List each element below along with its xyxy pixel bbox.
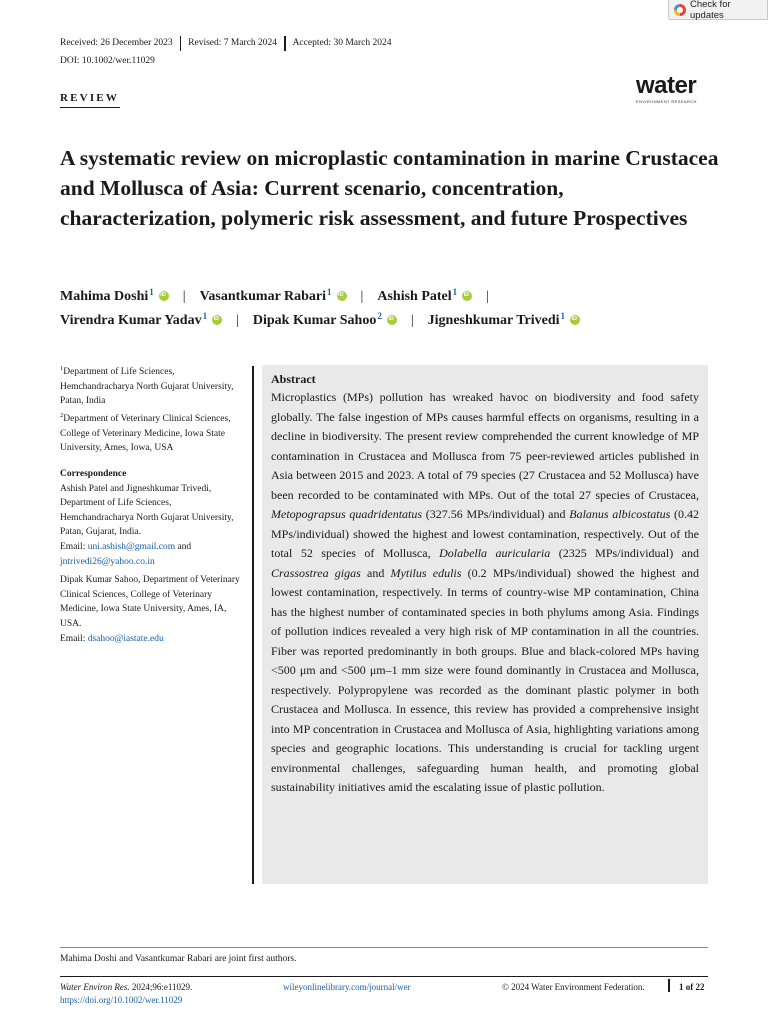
footnote: Mahima Doshi and Vasantkumar Rabari are joint first authors.: [60, 954, 297, 964]
species-name: Mytilus edulis: [390, 565, 462, 580]
orcid-icon[interactable]: [212, 315, 222, 325]
author-separator: |: [410, 313, 414, 328]
logo-subtitle: ENVIRONMENT RESEARCH: [636, 99, 697, 104]
doi-link[interactable]: https://doi.org/10.1002/wer.11029: [60, 995, 183, 1005]
citation: 2024;96:e11029.: [129, 982, 193, 992]
affiliation-marker: 1: [60, 365, 64, 372]
author-affiliation-marker: 2: [377, 311, 382, 321]
journal-logo: [636, 74, 712, 104]
authors-row-2: [60, 313, 580, 329]
author-affiliation-marker: 1: [452, 287, 458, 297]
author-name[interactable]: Dipak Kumar Sahoo: [252, 313, 377, 328]
email-link[interactable]: uni.ashish@gmail.com: [87, 541, 176, 552]
journal-site-link[interactable]: wileyonlinelibrary.com/journal/wer: [283, 982, 411, 992]
author-name[interactable]: Mahima Doshi: [60, 289, 149, 304]
author-separator: |: [486, 289, 489, 304]
article-dates: [60, 38, 399, 51]
section-underline: [60, 107, 120, 108]
email-label: Email:: [60, 633, 88, 644]
logo-word: water: [636, 72, 697, 99]
species-name: Crassostrea gigas: [271, 565, 361, 580]
abstract-segment: (327.56 MPs/individual) and: [422, 507, 570, 521]
author-separator: |: [360, 289, 364, 304]
email-label: Email:: [60, 541, 88, 552]
journal-abbrev: Water Environ Res.: [60, 982, 130, 992]
article-title: A systematic review on microplastic contamination in marine Crustacea and Mollusca of Asia: Current scenario, concentration, characterization, polymeric risk assessment, and future Prospectives: [60, 146, 719, 230]
species-name: Metopograpsus quadridentatus: [271, 507, 423, 521]
affiliation-2: [60, 409, 242, 456]
species-name: Balanus albicostatus: [569, 507, 671, 521]
abstract-text: [271, 388, 699, 798]
conjunction: and: [175, 541, 192, 552]
copyright: © 2024 Water Environment Federation.: [502, 982, 645, 992]
abstract-box: [262, 365, 708, 884]
author-name[interactable]: Vasantkumar Rabari: [199, 289, 327, 304]
check-for-updates-button[interactable]: [668, 0, 768, 20]
footnote-rule: [60, 947, 708, 948]
affiliation-text: Department of Veterinary Clinical Sciences, College of Veterinary Medicine, Iowa State University, Ames, Iowa, USA: [60, 414, 231, 454]
author-affiliation-marker: 1: [327, 287, 332, 297]
abstract-segment: (0.2 MPs/individual) showed the highest and lowest contamination, respectively. In terms of country-wise MP contamination, China has the highest number of contaminated species in both phylums among Asia. Findings of pollution indices revealed a very high risk of MP contamination in all the countries. Fiber was reported predominantly in both groups. Blue and black-colored MPs having <500 μm and <500 μm–1 mm size were found dominantly in Crustacea and Mollusca, respectively. Polypropylene was recorded as the dominant plastic polymer in both Crustacea and Mollusca. In essence, this review has provided a comprehensive insight into MP concentration in Crustacea and Mollusca of Asia, highlighting variations among species and geographic locations. This understanding is crucial for tackling urgent environmental challenges, safeguarding human health, and promoting global sustainability initiatives amid the escalating issue of plastic pollution.: [271, 565, 699, 794]
author-separator: |: [182, 289, 186, 304]
page-number: 1 of 22: [679, 982, 705, 992]
correspondence-text: Ashish Patel and Jigneshkumar Trivedi, Department of Life Sciences, Hemchandracharya North Gujarat University, Patan, Gujarat, India.: [60, 483, 234, 538]
authors-row-1: [60, 289, 503, 305]
doi: DOI: 10.1002/wer.11029: [60, 56, 155, 66]
abstract-segment: and: [360, 565, 391, 580]
orcid-icon[interactable]: [462, 291, 472, 301]
footer-divider: [668, 979, 670, 992]
author-affiliation-marker: 1: [560, 311, 566, 321]
abstract-segment: (2325 MPs/individual) and: [550, 546, 699, 560]
check-for-updates-label: Check for updates: [689, 0, 731, 21]
correspondence-2: [60, 573, 242, 646]
author-separator: |: [236, 313, 239, 328]
correspondence-text: Dipak Kumar Sahoo, Department of Veterinary Clinical Sciences, College of Veterinary Medicine, Iowa State University, Ames, IA, USA.: [60, 575, 240, 629]
orcid-icon[interactable]: [387, 315, 397, 325]
correspondence-1: [60, 482, 242, 570]
author-name[interactable]: Jigneshkumar Trivedi: [427, 313, 560, 328]
author-name[interactable]: Ashish Patel: [377, 289, 452, 304]
email-link[interactable]: jntrivedi26@yahoo.co.in: [60, 556, 155, 567]
abstract-heading: Abstract: [271, 372, 316, 386]
accepted-date: Accepted: 30 March 2024: [292, 38, 392, 48]
orcid-icon[interactable]: [159, 291, 169, 301]
correspondence-heading: Correspondence: [60, 469, 127, 479]
author-affiliation-marker: 1: [202, 311, 208, 321]
footer-rule: [60, 976, 708, 977]
footer-citation: [60, 981, 192, 1007]
orcid-icon[interactable]: [570, 315, 580, 325]
author-name[interactable]: Virendra Kumar Yadav: [60, 313, 202, 328]
crossmark-icon: [674, 4, 686, 16]
abstract-segment: Microplastics (MPs) pollution has wreaked havoc on biodiversity and food safety globally. The false ingestion of MPs causes harmful effects on organisms, resulting in a decline in biodiversity. The present review comprehended the current knowledge of MP contamination in Crustacea and Mollusca from 75 peer-reviewed articles published in Asia between 2015 and 2023. A total of 79 species (27 Crustacea and 52 Mollusca) have been recorded to be contaminated with MPs. Out of the total 27 species of Crustacea,: [271, 390, 699, 502]
correspondence: [60, 467, 242, 646]
orcid-icon[interactable]: [337, 291, 347, 301]
section-label: REVIEW: [60, 92, 120, 104]
affiliation-marker: 2: [60, 412, 64, 419]
received-date: Received: 26 December 2023: [60, 38, 173, 48]
email-link[interactable]: dsahoo@iastate.edu: [87, 633, 164, 644]
species-name: Dolabella auricularia: [439, 546, 551, 560]
affiliation-text: Department of Life Sciences, Hemchandracharya North Gujarat University, Patan, India: [60, 367, 234, 407]
column-divider: [252, 366, 254, 884]
affiliation-1: [60, 362, 242, 409]
abstract-segment: (0.42 MPs/individual) showed the highest and lowest contamination, respectively. Out of the total 52 species of Mollusca,: [271, 507, 700, 560]
revised-date: Revised: 7 March 2024: [188, 38, 278, 48]
author-affiliation-marker: 1: [149, 287, 154, 297]
